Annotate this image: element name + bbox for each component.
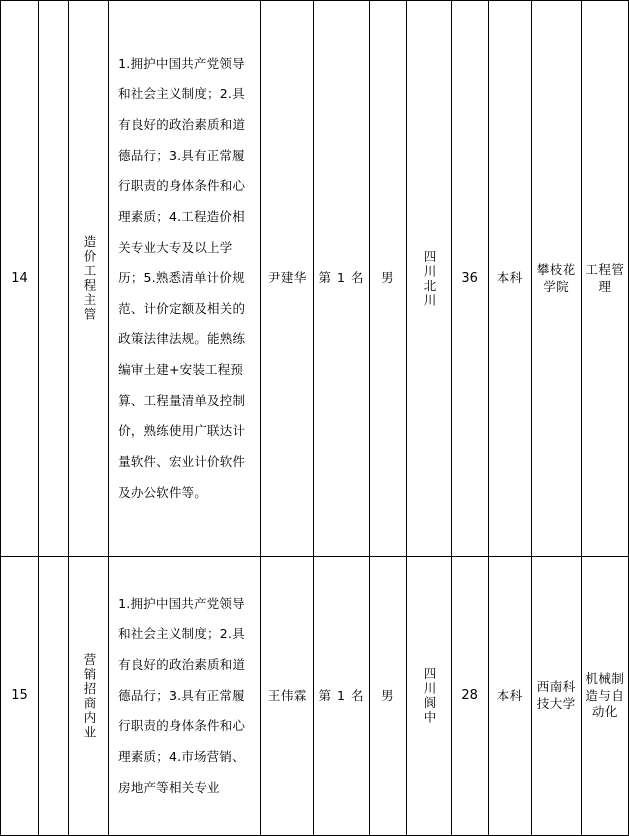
cell-age: 28 (451, 557, 488, 836)
cell-school: 西南科技大学 (531, 557, 581, 836)
cell-region (406, 557, 451, 836)
cell-education: 本科 (488, 557, 531, 836)
cell-name: 尹建华 (261, 1, 314, 557)
cell-post (69, 1, 109, 557)
cell-sex: 男 (369, 1, 406, 557)
cell-rank: 第 1 名 (314, 1, 369, 557)
table-row (1, 557, 629, 836)
cell-serial-number: 14 (1, 1, 39, 557)
cell-blank (39, 1, 69, 557)
cell-education: 本科 (488, 1, 531, 557)
post-vertical-wrap: 营销招商内业 (82, 652, 97, 740)
cell-major: 机械制造与自动化 (581, 557, 628, 836)
cell-requirement: 1.拥护中国共产党领导和社会主义制度；2.具有良好的政治素质和道德品行；3.具有正常履行职责的身体条件和心理素质；4.市场营销、房地产等相关专业 (109, 557, 261, 836)
table-row (1, 1, 629, 557)
cell-school: 攀枝花学院 (531, 1, 581, 557)
cell-blank (39, 557, 69, 836)
cell-region (406, 1, 451, 557)
cell-post (69, 557, 109, 836)
cell-rank: 第 1 名 (314, 557, 369, 836)
cell-major: 工程管理 (581, 1, 628, 557)
cell-serial-number: 15 (1, 557, 39, 836)
region-vertical-wrap: 四川阆中 (422, 667, 437, 725)
post-vertical-wrap: 造价工程主管 (82, 235, 97, 322)
cell-sex: 男 (369, 557, 406, 836)
region-vertical-wrap: 四川北川 (422, 249, 437, 308)
cell-requirement: 1.拥护中国共产党领导和社会主义制度；2.具有良好的政治素质和道德品行；3.具有正常履行职责的身体条件和心理素质；4.工程造价相关专业大专及以上学历；5.熟悉清单计价规范、计价定额及相关的政策法律法规。能熟练编审土建+安装工程预算、工程量清单及控制价，熟练使用广联达计量软件、宏业计价软件及办公软件等。 (109, 1, 261, 557)
cell-age: 36 (451, 1, 488, 557)
cell-name: 王伟霖 (261, 557, 314, 836)
